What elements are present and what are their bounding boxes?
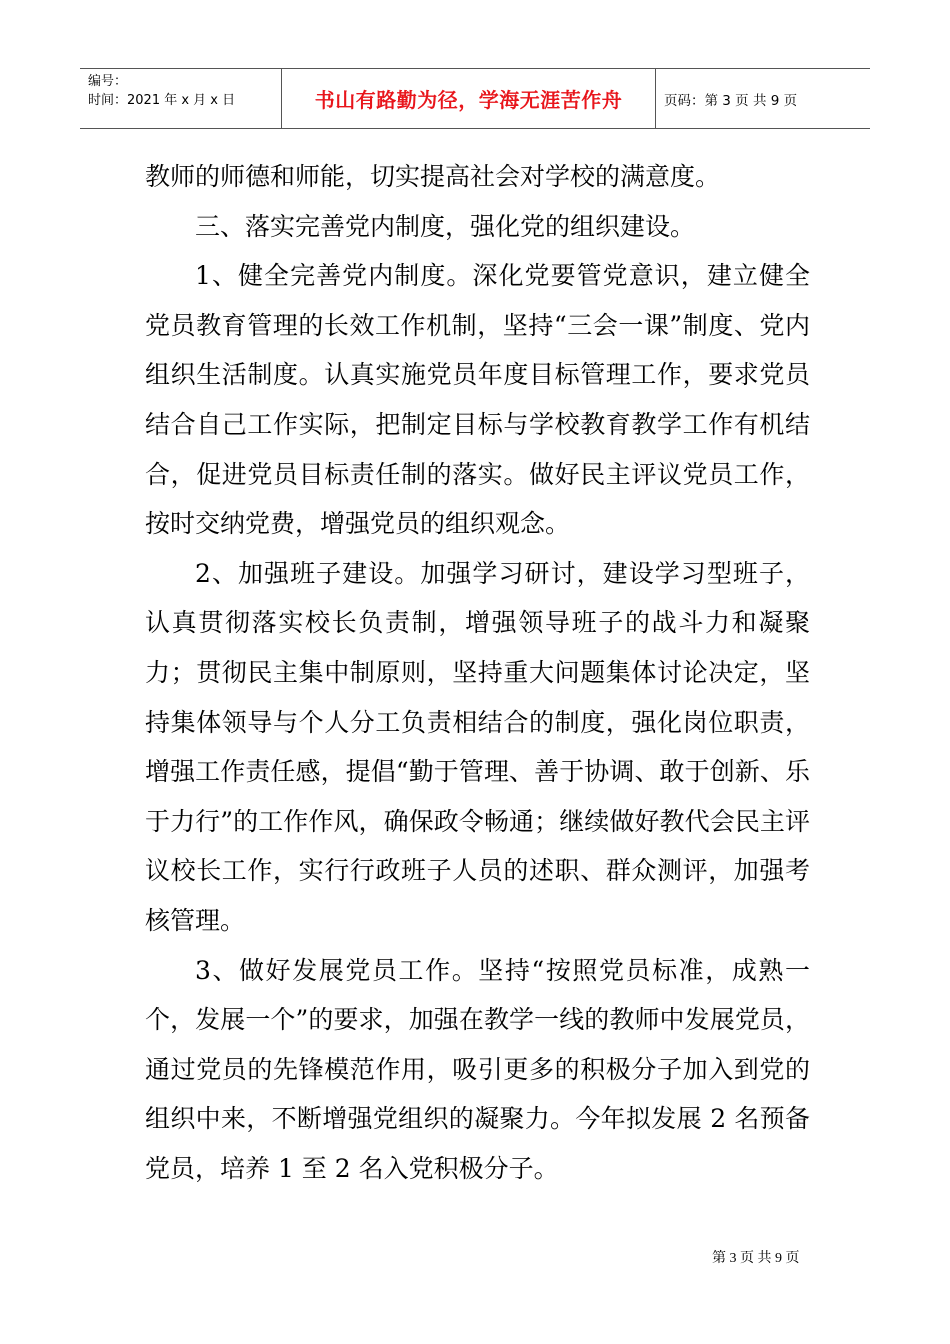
paragraph-item-1: 1、健全完善党内制度。深化党要管党意识，建立健全党员教育管理的长效工作机制，坚持“三会一课”制度、党内组织生活制度。认真实施党员年度目标管理工作，要求党员结合自己工作实际，把制定目标与学校教育教学工作有机结合，促进党员目标责任制的落实。做好民主评议党员工作，按时交纳党费，增强党员的组织观念。 — [145, 261, 810, 539]
document-body — [145, 152, 810, 1193]
section-heading: 三、落实完善党内制度，强化党的组织建设。 — [195, 211, 696, 241]
time-label: 时间：2021 年 x 月 x 日 — [88, 93, 236, 108]
header-page-label: 页码：第 3 页 共 9 页 — [664, 92, 798, 109]
page-header — [80, 68, 870, 129]
number-label: 编号： — [88, 74, 128, 89]
header-motto: 书山有路勤为径，学海无涯苦作舟 — [282, 69, 656, 128]
paragraph-item-2: 2、加强班子建设。加强学习研讨，建设学习型班子，认真贯彻落实校长负责制，增强领导班子的战斗力和凝聚力；贯彻民主集中制原则，坚持重大问题集体讨论决定，坚持集体领导与个人分工负责相结合的制度，强化岗位职责，增强工作责任感，提倡“勤于管理、善于协调、敢于创新、乐于力行”的工作作风，确保政令畅通；继续做好教代会民主评议校长工作，实行行政班子人员的述职、群众测评，加强考核管理。 — [145, 558, 810, 935]
header-meta — [80, 69, 282, 128]
paragraph-item-3: 3、做好发展党员工作。坚持“按照党员标准，成熟一个，发展一个”的要求，加强在教学一线的教师中发展党员，通过党员的先锋模范作用，吸引更多的积极分子加入到党的组织中来，不断增强党组织的凝聚力。今年拟发展 2 名预备党员，培养 1 至 2 名入党积极分子。 — [145, 955, 810, 1183]
page-footer: 第 3 页 共 9 页 — [712, 1251, 800, 1266]
paragraph-continuation: 教师的师德和师能，切实提高社会对学校的满意度。 — [145, 162, 721, 191]
